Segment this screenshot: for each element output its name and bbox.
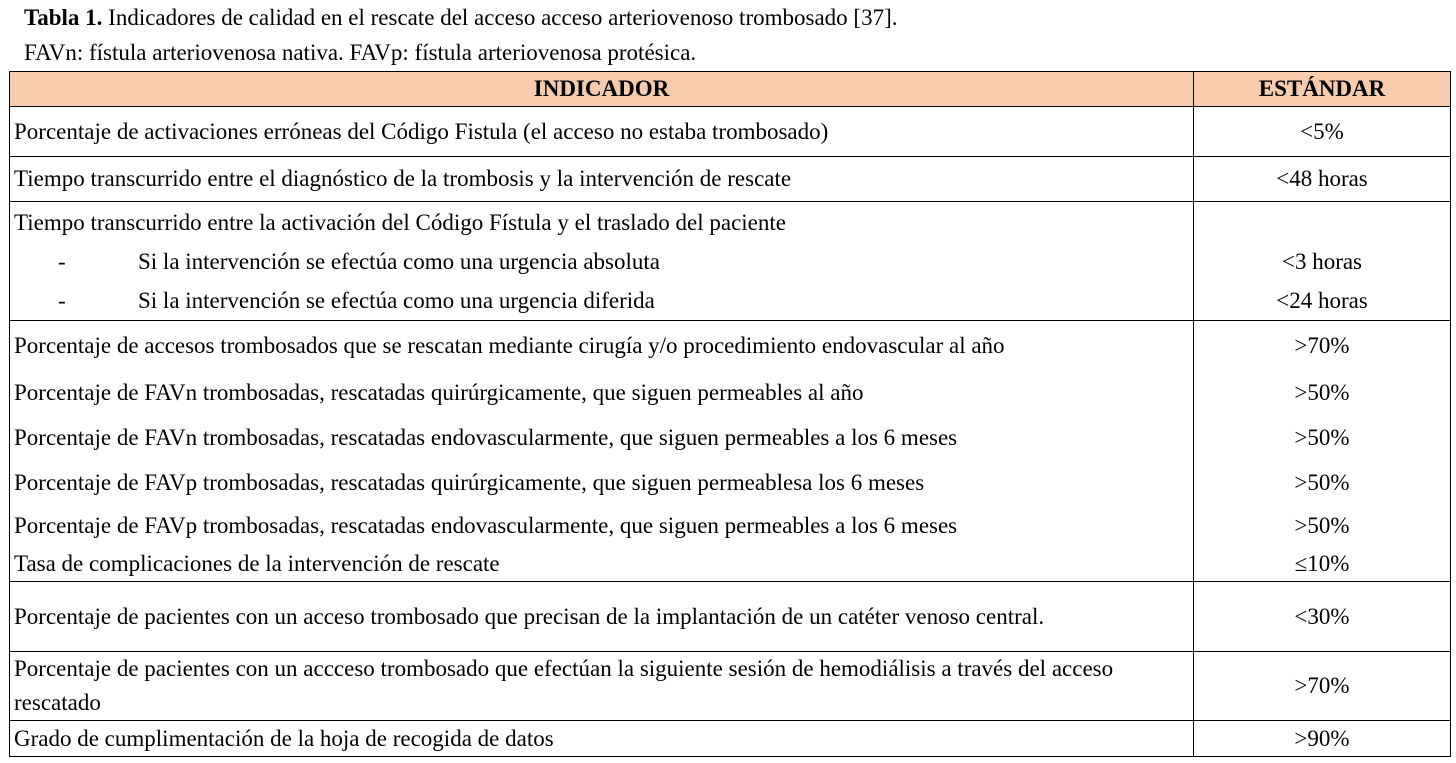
table-row [10, 505, 1451, 547]
abbreviation-note: FAVn: fístula arteriovenosa nativa. FAVp: fístula arteriovenosa protésica. [24, 40, 697, 65]
indicator-cell: Porcentaje de FAVp trombosadas, rescatadas endovascularmente, que siguen permeables a los 6 meses [10, 505, 1194, 547]
table-caption [24, 3, 897, 33]
caption-text: Indicadores de calidad en el rescate del acceso acceso arteriovenoso trombosado [37]. [102, 5, 898, 30]
indicator-main-text: Tiempo transcurrido entre la activación del Código Fístula y el traslado del paciente [14, 209, 786, 235]
standard-cell: >50% [1194, 461, 1451, 505]
standard-cell: <5% [1194, 107, 1451, 157]
table-row [10, 652, 1451, 721]
table-row [10, 416, 1451, 461]
standard-cell: >50% [1194, 505, 1451, 547]
indicator-cell: Tiempo transcurrido entre el diagnóstico de la trombosis y la intervención de rescate [10, 157, 1194, 202]
table-row [10, 582, 1451, 652]
table-row [10, 461, 1451, 505]
sub-standard: <24 horas [1276, 287, 1368, 313]
table-row [10, 547, 1451, 582]
standard-cell: >50% [1194, 371, 1451, 416]
header-standard: ESTÁNDAR [1194, 72, 1451, 107]
table-row [10, 202, 1451, 321]
standard-cell [1194, 202, 1451, 321]
sub-text: Si la intervención se efectúa como una urgencia diferida [138, 287, 655, 313]
indicator-cell: Porcentaje de FAVn trombosadas, rescatadas endovascularmente, que siguen permeables a los 6 meses [10, 416, 1194, 461]
standard-cell: >50% [1194, 416, 1451, 461]
indicators-table [9, 71, 1451, 757]
standard-cell: ≤10% [1194, 547, 1451, 582]
standard-cell: >70% [1194, 652, 1451, 721]
header-indicator: INDICADOR [10, 72, 1194, 107]
caption-label: Tabla 1. [24, 5, 103, 30]
indicator-cell: Porcentaje de accesos trombosados que se rescatan mediante cirugía y/o procedimiento endovascular al año [10, 321, 1194, 371]
table-row [10, 157, 1451, 202]
table-row [10, 107, 1451, 157]
table-row [10, 321, 1451, 371]
indicator-cell [10, 202, 1194, 321]
indicator-cell: Porcentaje de pacientes con un acceso trombosado que precisan de la implantación de un catéter venoso central. [10, 582, 1194, 652]
indicator-cell: Porcentaje de FAVn trombosadas, rescatadas quirúrgicamente, que siguen permeables al año [10, 371, 1194, 416]
sub-indicator [14, 242, 1193, 281]
standard-cell: >70% [1194, 321, 1451, 371]
sub-standard: <3 horas [1281, 248, 1363, 274]
standard-cell: <30% [1194, 582, 1451, 652]
sub-dash: - [58, 248, 66, 274]
standard-cell: >90% [1194, 721, 1451, 757]
standard-cell: <48 horas [1194, 157, 1451, 202]
indicator-cell: Porcentaje de pacientes con un accceso trombosado que efectúan la siguiente sesión de hemodiálisis a través del acceso rescatado [10, 652, 1194, 721]
table-row [10, 721, 1451, 757]
sub-indicator [14, 281, 1193, 320]
sub-text: Si la intervención se efectúa como una urgencia absoluta [138, 248, 660, 274]
indicator-cell: Porcentaje de FAVp trombosadas, rescatadas quirúrgicamente, que siguen permeablesa los 6 meses [10, 461, 1194, 505]
table-header-row [10, 72, 1451, 107]
table-row [10, 371, 1451, 416]
indicator-cell: Porcentaje de activaciones erróneas del Código Fistula (el acceso no estaba trombosado) [10, 107, 1194, 157]
indicator-cell: Tasa de complicaciones de la intervención de rescate [10, 547, 1194, 582]
sub-dash: - [58, 287, 66, 313]
indicator-cell: Grado de cumplimentación de la hoja de recogida de datos [10, 721, 1194, 757]
